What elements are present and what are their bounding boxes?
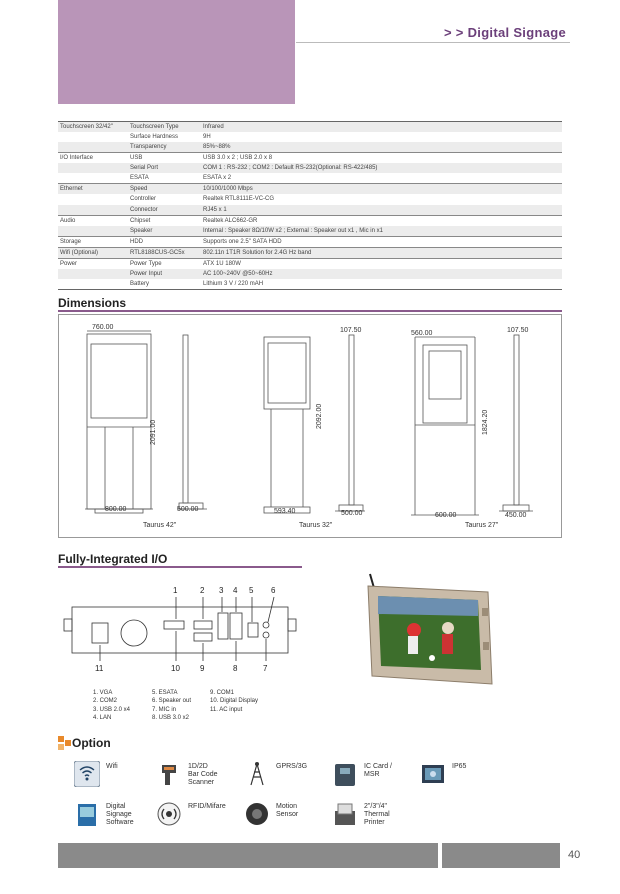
spec-category: [58, 163, 128, 173]
spec-item: Touchscreen Type: [128, 122, 201, 133]
spec-category: [58, 226, 128, 237]
spec-value: Realtek ALC662-GR: [201, 215, 562, 226]
spec-value: Lithium 3 V / 220 mAH: [201, 279, 562, 290]
t27-base-side-label: 450.00: [505, 512, 527, 519]
spec-item: Surface Hardness: [130, 134, 179, 141]
spec-item: USB: [128, 153, 201, 164]
io-num-7: 7: [263, 664, 268, 673]
mic-in-jack: [263, 632, 269, 638]
spec-row: [58, 215, 562, 226]
spec-value: Supports one 2.5" SATA HDD: [201, 236, 562, 247]
spec-value: Infrared: [201, 122, 562, 133]
dimensions-rule: [58, 310, 562, 312]
spec-item: Connector: [128, 205, 201, 216]
t42-width-label: 760.00: [92, 324, 114, 331]
io-panel-diagram: [62, 579, 298, 679]
io-num-1: 1: [173, 586, 178, 595]
legend-item: 6. Speaker out: [152, 698, 192, 705]
spec-item: RTL8188CUS-GC5x: [128, 247, 201, 258]
t42-caption: Taurus 42": [143, 522, 177, 529]
spec-value: ATX 1U 180W: [201, 258, 562, 269]
t32-depth-label: 107.50: [340, 327, 362, 334]
io-num-6: 6: [271, 586, 276, 595]
io-num-3: 3: [219, 586, 224, 595]
spec-category: Audio: [58, 215, 128, 226]
legend-item: 9. COM1: [210, 690, 235, 696]
spec-row: [58, 269, 562, 279]
taurus42-side-drawing: [177, 335, 207, 509]
esata-port: [248, 623, 258, 637]
option-label: IC Card / MSR: [364, 763, 393, 778]
spec-item: Speaker: [128, 226, 201, 237]
spec-item: Serial Port: [128, 163, 201, 173]
t27-height-label: 1824.20: [482, 409, 489, 435]
spec-row: [58, 258, 562, 269]
spec-value: RJ45 x 1: [201, 205, 562, 216]
legend-item: 4. LAN: [93, 714, 112, 721]
dimensions-drawing: [58, 314, 562, 538]
card-reader-icon: [332, 761, 358, 787]
io-num-5: 5: [249, 586, 254, 595]
spec-item: Battery: [128, 279, 201, 290]
io-rule: [58, 566, 302, 568]
option-label: 1D/2D Bar Code Scanner: [188, 763, 218, 786]
spec-row: [58, 122, 562, 133]
spec-category: [58, 205, 128, 216]
t32-base-side-label: 500.00: [341, 510, 363, 517]
taurus27-side-drawing: [499, 335, 533, 511]
vga-port: [164, 621, 184, 629]
spec-row: [58, 173, 562, 184]
spec-category: [58, 194, 128, 204]
spec-row: [58, 163, 562, 173]
taurus27-front-drawing: [411, 337, 479, 515]
io-legend-col1: [93, 689, 130, 722]
io-num-2: 2: [200, 586, 205, 595]
io-num-11: 11: [95, 664, 104, 673]
spec-value: 85%~88%: [201, 142, 562, 153]
spec-row: [58, 226, 562, 237]
spec-category: [58, 142, 128, 153]
taurus32-front-drawing: [264, 337, 310, 513]
spec-row: [58, 153, 562, 164]
legend-item: 11. AC input: [210, 706, 243, 713]
page-title: > > Digital Signage: [443, 25, 566, 40]
spec-item: ESATA: [130, 175, 149, 182]
t32-caption: Taurus 32": [299, 522, 333, 529]
spec-item: Controller: [130, 196, 157, 203]
spec-value: Realtek RTL8111E-VC-CG: [203, 196, 275, 203]
spec-value: USB 3.0 x 2 ; USB 2.0 x 8: [201, 153, 562, 164]
spec-category: Touchscreen 32/42": [58, 122, 128, 133]
spec-item: Speed: [128, 184, 201, 195]
io-title: Fully-Integrated I/O: [58, 552, 168, 566]
legend-item: 5. ESATA: [152, 690, 178, 696]
thermal-printer-icon: [332, 801, 358, 827]
speaker-out-jack: [263, 622, 269, 628]
t42-base-side-label: 500.00: [177, 506, 199, 513]
t42-height-label: 2091.00: [150, 419, 157, 445]
t27-depth-label: 107.50: [507, 327, 529, 334]
dimensions-title: Dimensions: [58, 296, 127, 310]
option-label: IP65: [452, 763, 467, 770]
spec-category: Ethernet: [58, 184, 128, 195]
spec-category: [58, 279, 128, 290]
spec-value: 802.11n 1T1R Solution for 2.4G Hz band: [201, 247, 562, 258]
header-color-block: [58, 0, 295, 104]
taurus32-side-drawing: [335, 335, 365, 511]
option-label: RFID/Mifare: [188, 803, 226, 810]
spec-category: Power: [58, 258, 128, 269]
spec-value: COM 1 : RS-232 ; COM2 : Default RS-232(Optional: RS-422/485): [201, 163, 562, 173]
option-title: Option: [72, 736, 111, 750]
legend-item: 10. Digital Display: [210, 698, 259, 705]
spec-row: [58, 247, 562, 258]
option-label: Motion Sensor: [276, 803, 299, 818]
spec-category: [58, 269, 128, 279]
spec-row: [58, 184, 562, 195]
t32-height-label: 2092.00: [316, 403, 323, 429]
barcode-scanner-icon: [156, 761, 182, 787]
io-legend-col3: [210, 689, 258, 714]
gprs-tower-icon: [244, 761, 270, 787]
option-label: 2"/3"/4" Thermal Printer: [364, 803, 390, 826]
spec-category: Wifi (Optional): [58, 247, 128, 258]
usb20-ports: [218, 613, 228, 639]
spec-category: [58, 132, 128, 142]
spec-item: HDD: [128, 236, 201, 247]
ac-input-port: [92, 623, 108, 643]
spec-item: Power Input: [128, 269, 201, 279]
software-box-icon: [74, 801, 100, 827]
spec-row: [58, 132, 562, 142]
spec-value: Internal : Speaker 8Ω/10W x2 ; External : Speaker out x1 , Mic in x1: [201, 226, 562, 237]
spec-value: ESATA x 2: [203, 175, 232, 182]
option-icon-bullet: [58, 736, 72, 750]
option-label: Digital Signage Software: [106, 803, 134, 826]
spec-row: [58, 194, 562, 204]
wifi-icon: [74, 761, 100, 787]
motion-sensor-icon: [244, 801, 270, 827]
t42-base-front-label: 800.00: [105, 506, 127, 513]
legend-item: 3. USB 2.0 x4: [93, 706, 131, 713]
spec-item: Transparency: [128, 142, 201, 153]
io-num-9: 9: [200, 664, 205, 673]
spec-category: I/O Interface: [58, 153, 128, 164]
lan-usb-stack: [230, 613, 242, 639]
ip65-icon: [420, 761, 446, 787]
io-legend-col2: [152, 689, 191, 722]
taurus42-front-drawing: [85, 331, 153, 513]
io-num-8: 8: [233, 664, 238, 673]
legend-item: 7. MIC in: [152, 706, 177, 713]
spec-row: [58, 279, 562, 290]
com1-port: [194, 633, 212, 641]
product-photo: [362, 572, 497, 692]
header-rule: [296, 42, 570, 43]
option-label: Wifi: [106, 763, 118, 770]
t32-base-front-label: 593.40: [274, 508, 296, 515]
io-num-10: 10: [171, 664, 180, 673]
page-number: 40: [568, 849, 581, 861]
spec-value: 10/100/1000 Mbps: [201, 184, 562, 195]
option-label: GPRS/3G: [276, 763, 308, 770]
spec-row: [58, 142, 562, 153]
spec-row: [58, 205, 562, 216]
spec-item: Power Type: [128, 258, 201, 269]
rfid-icon: [156, 801, 182, 827]
footer-bar-right: [442, 843, 560, 868]
spec-value: AC 100~240V @50~60Hz: [201, 269, 562, 279]
t27-width-label: 560.00: [411, 330, 433, 337]
t27-caption: Taurus 27": [465, 522, 499, 529]
spec-item: Chipset: [128, 215, 201, 226]
legend-item: 2. COM2: [93, 698, 118, 705]
t27-base-front-label: 600.00: [435, 512, 457, 519]
spec-row: [58, 236, 562, 247]
legend-item: 1. VGA: [93, 690, 113, 696]
spec-table: [58, 121, 562, 290]
spec-category: [58, 173, 128, 184]
spec-category: Storage: [58, 236, 128, 247]
legend-item: 8. USB 3.0 x2: [152, 714, 190, 721]
com2-port: [194, 621, 212, 629]
footer-bar-left: [58, 843, 438, 868]
fan-circle: [121, 620, 147, 646]
spec-value: 9H: [203, 134, 211, 141]
io-num-4: 4: [233, 586, 238, 595]
